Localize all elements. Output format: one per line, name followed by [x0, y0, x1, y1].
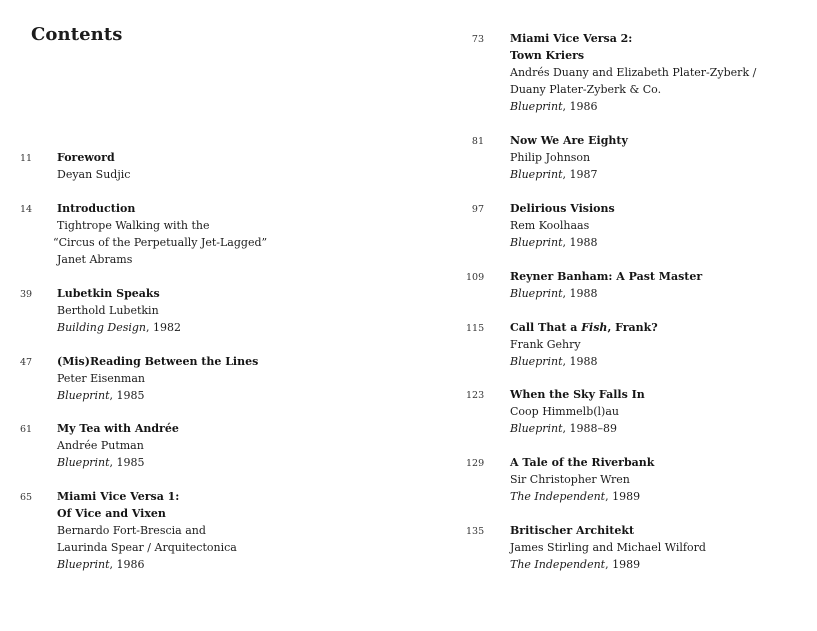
entry-author: Janet Abrams [57, 253, 133, 266]
entry-title: Reyner Banham: A Past Master [510, 270, 703, 283]
entry-source [510, 166, 628, 183]
publication-name: Blueprint [510, 236, 563, 249]
entry-author: Bernardo Fort-Brescia and [57, 524, 206, 537]
entry-author-line-2: Duany Plater-Zyberk & Co. [510, 83, 662, 96]
entry-author: Philip Johnson [510, 151, 591, 164]
entry-title: Miami Vice Versa 2: [510, 32, 633, 45]
publication-name: The Independent [510, 558, 606, 571]
entry-title: Miami Vice Versa 1: [57, 490, 180, 503]
page-number: 47 [20, 357, 33, 368]
entry-title: Introduction [57, 202, 136, 215]
entry-source [57, 454, 179, 471]
publication-year: , 1986 [562, 100, 598, 113]
entry-source [57, 319, 181, 336]
entry-title: Delirious Visions [510, 202, 615, 215]
publication-name: Blueprint [510, 355, 563, 368]
entry-title: When the Sky Falls In [510, 388, 645, 401]
entry-author-line-2: Laurinda Spear / Arquitectonica [57, 541, 237, 554]
entry-title: Lubetkin Speaks [57, 287, 160, 300]
entry-title: (Mis)Reading Between the Lines [57, 355, 259, 368]
entry-source [510, 234, 615, 251]
publication-year: , 1987 [562, 168, 598, 181]
page-number: 115 [466, 323, 485, 334]
entry-author: Coop Himmelb(l)au [510, 405, 619, 418]
publication-year: , 1988 [562, 287, 598, 300]
publication-year: , 1982 [146, 321, 182, 334]
publication-year: , 1985 [109, 389, 145, 402]
publication-name: Blueprint [510, 100, 563, 113]
entry-title-part: Call That a [510, 321, 582, 334]
page-number: 135 [466, 526, 485, 537]
entry-author: James Stirling and Michael Wilford [510, 541, 706, 554]
publication-name: Blueprint [510, 422, 563, 435]
entry-source [510, 353, 658, 370]
publication-name: Blueprint [510, 287, 563, 300]
publication-name: Building Design [57, 321, 147, 334]
publication-name: Blueprint [57, 389, 110, 402]
publication-year: , 1989 [605, 490, 641, 503]
publication-name: Blueprint [57, 456, 110, 469]
page-number: 65 [20, 492, 33, 503]
page-number: 11 [20, 153, 33, 164]
page-number: 97 [471, 204, 484, 215]
publication-year: , 1988 [562, 236, 598, 249]
entry-title: Now We Are Eighty [510, 134, 628, 147]
entry-title: A Tale of the Riverbank [510, 456, 655, 469]
publication-year: , 1988–89 [562, 422, 618, 435]
entry-author: Sir Christopher Wren [510, 473, 630, 486]
publication-name: The Independent [510, 490, 606, 503]
entry-author: Andrée Putman [57, 439, 144, 452]
entry-title: Foreword [57, 151, 115, 164]
publication-year: , 1985 [109, 456, 145, 469]
entry-author: Frank Gehry [510, 338, 581, 351]
entry-author: Rem Koolhaas [510, 219, 590, 232]
entry-source [510, 556, 706, 573]
publication-name: Blueprint [510, 168, 563, 181]
entry-title-line-2: Of Vice and Vixen [57, 507, 166, 520]
page-title: Contents [31, 24, 123, 45]
entry-title-line-2: Town Kriers [510, 49, 585, 62]
entry-title [510, 319, 658, 336]
entry-source [510, 420, 645, 437]
page-number: 109 [466, 272, 485, 283]
entry-source [57, 556, 237, 573]
entry-subtitle: Tightrope Walking with the [57, 219, 210, 232]
entry-subtitle: “Circus of the Perpetually Jet-Lagged” [53, 236, 268, 249]
entry-title: My Tea with Andrée [57, 422, 179, 435]
page-number: 39 [20, 289, 33, 300]
entry-source [510, 285, 702, 302]
entry-author: Andrés Duany and Elizabeth Plater-Zyberk / [510, 66, 757, 79]
page-number: 73 [471, 34, 484, 45]
entry-title: Britischer Architekt [510, 524, 635, 537]
entry-title-italic: Fish [581, 321, 608, 334]
page-number: 129 [466, 458, 485, 469]
page-number: 81 [471, 136, 484, 147]
entry-source [57, 387, 258, 404]
page-number: 14 [20, 204, 33, 215]
publication-year: , 1986 [109, 558, 145, 571]
entry-author: Berthold Lubetkin [57, 304, 159, 317]
entry-author: Peter Eisenman [57, 372, 145, 385]
page-number: 123 [466, 390, 485, 401]
entry-source [510, 98, 756, 115]
page-number: 61 [20, 424, 33, 435]
publication-year: , 1988 [562, 355, 598, 368]
entry-title-part: , Frank? [607, 321, 658, 334]
publication-year: , 1989 [605, 558, 641, 571]
entry-source [510, 488, 654, 505]
publication-name: Blueprint [57, 558, 110, 571]
entry-author: Deyan Sudjic [57, 168, 131, 181]
